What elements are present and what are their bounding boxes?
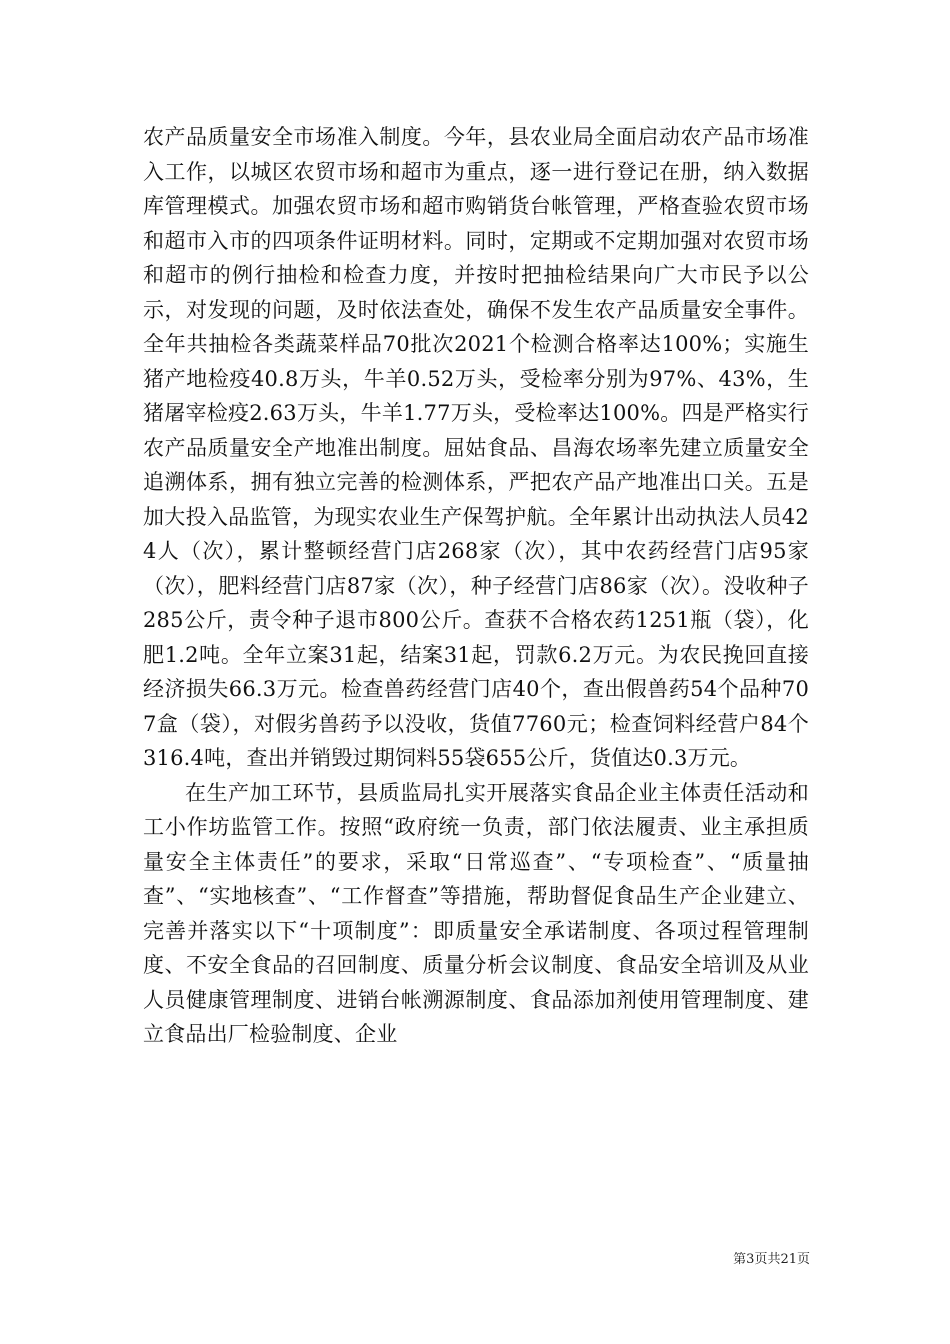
paragraph-2: 在生产加工环节，县质监局扎实开展落实食品企业主体责任活动和工小作坊监管工作。按照“政府统一负责，部门依法履责、业主承担质量安全主体责任”的要求，采取“日常巡查”、“专项检查”、“质量抽查”、“实地核查”、“工作督查”等措施，帮助督促食品生产企业建立、完善并落实以下“十项制度”：即质量安全承诺制度、各项过程管理制度、不安全食品的召回制度、质量分析会议制度、食品安全培训及从业人员健康管理制度、进销台帐溯源制度、食品添加剂使用管理制度、建立食品出厂检验制度、企业 [143, 780, 809, 1046]
document-body [143, 120, 809, 1052]
paragraph-1: 农产品质量安全市场准入制度。今年，县农业局全面启动农产品市场准入工作，以城区农贸市场和超市为重点，逐一进行登记在册，纳入数据库管理模式。加强农贸市场和超市购销货台帐管理，严格查验农贸市场和超市入市的四项条件证明材料。同时，定期或不定期加强对农贸市场和超市的例行抽检和检查力度，并按时把抽检结果向广大市民予以公示，对发现的问题，及时依法查处，确保不发生农产品质量安全事件。全年共抽检各类蔬菜样品70批次2021个检测合格率达100%；实施生猪产地检疫40.8万头，牛羊0.52万头，受检率分别为97%、43%，生猪屠宰检疫2.63万头，牛羊1.77万头，受检率达100%。四是严格实行农产品质量安全产地准出制度。屈姑食品、昌海农场率先建立质量安全追溯体系，拥有独立完善的检测体系，严把农产品产地准出口关。五是加大投入品监管，为现实农业生产保驾护航。全年累计出动执法人员424人（次），累计整顿经营门店268家（次），其中农药经营门店95家（次），肥料经营门店87家（次），种子经营门店86家（次）。没收种子285公斤，责令种子退市800公斤。查获不合格农药1251瓶（袋），化肥1.2吨。全年立案31起，结案31起，罚款6.2万元。为农民挽回直接经济损失66.3万元。检查兽药经营门店40个，查出假兽药54个品种707盒（袋），对假劣兽药予以没收，货值7760元；检查饲料经营户84个316.4吨，查出并销毁过期饲料55袋655公斤，货值达0.3万元。 [143, 125, 809, 770]
page-number-footer: 第3页共21页 [733, 1252, 810, 1267]
